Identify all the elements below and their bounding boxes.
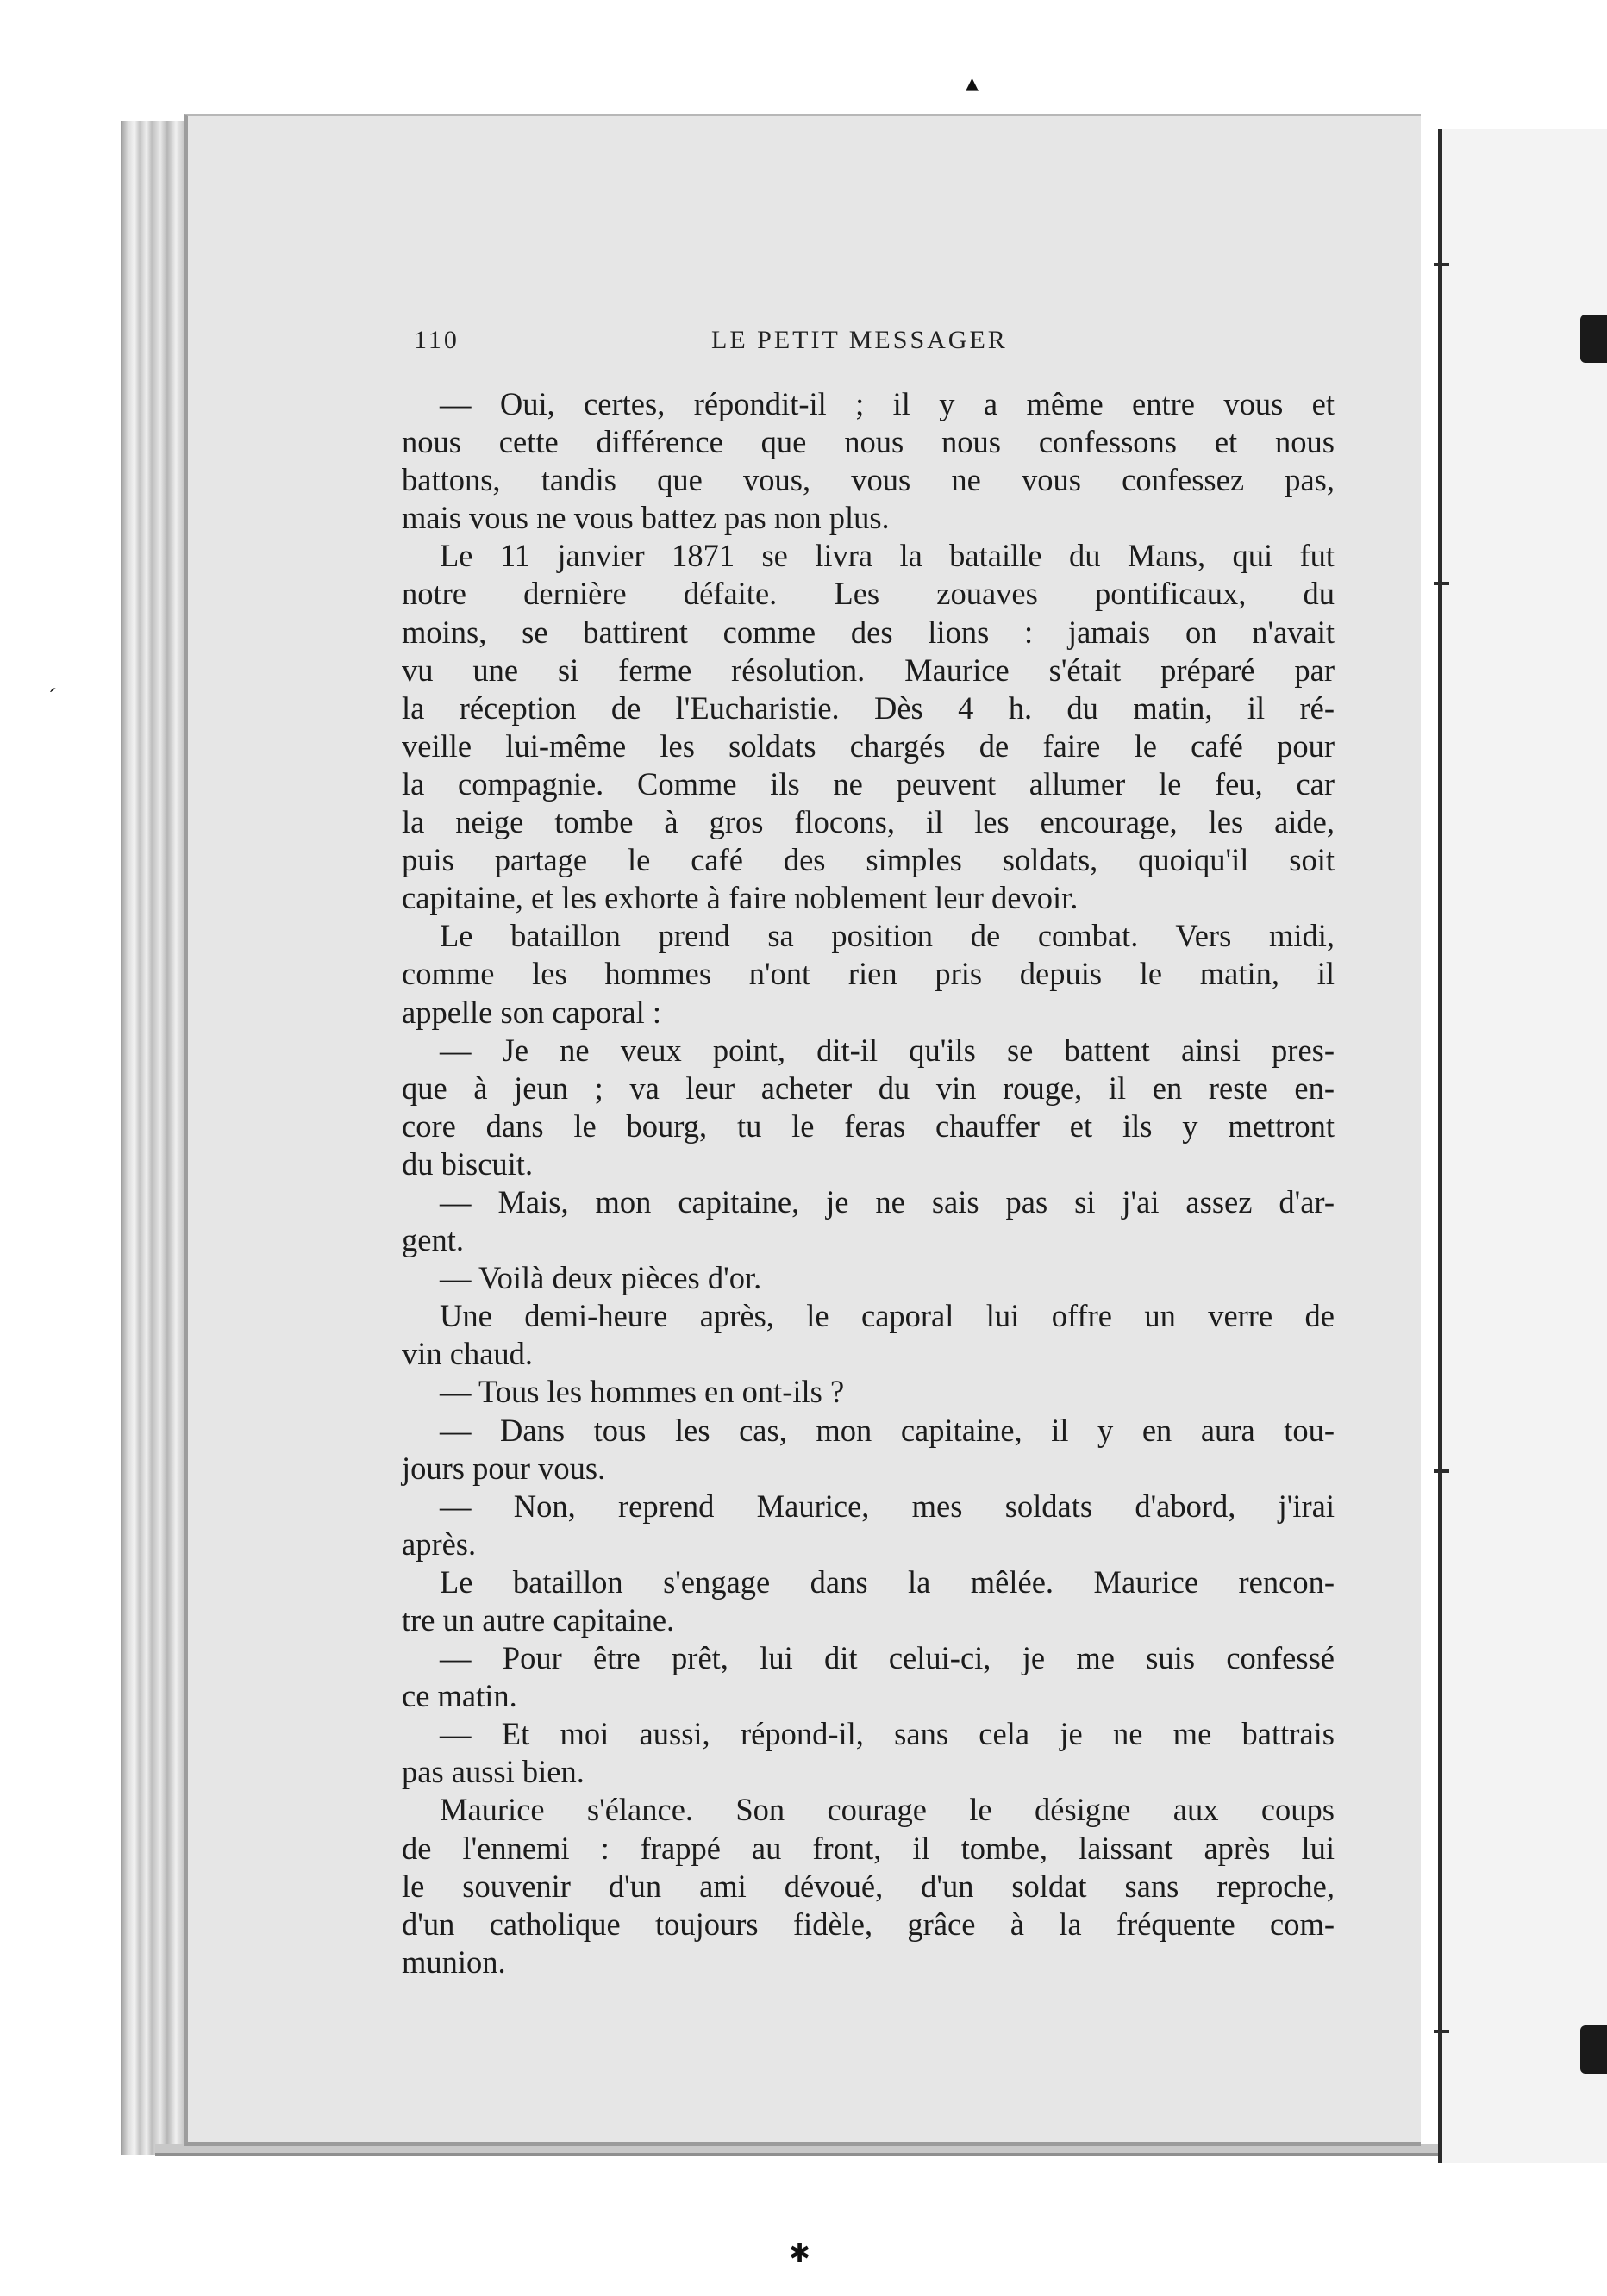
text-line: la compagnie. Comme ils ne peuvent allumer le feu, car: [402, 765, 1335, 802]
text-line: nous cette différence que nous nous confessons et nous: [402, 424, 1335, 460]
text-line: de l'ennemi : frappé au front, il tombe, laissant après lui: [402, 1830, 1335, 1866]
text-line: — Voilà deux pièces d'or.: [440, 1260, 762, 1296]
text-line: — Pour être prêt, lui dit celui-ci, je me suis confessé: [440, 1640, 1335, 1676]
page-edge-mark: [1434, 1469, 1449, 1473]
text-line: — Dans tous les cas, mon capitaine, il y en aura tou-: [440, 1412, 1335, 1448]
text-line: après.: [402, 1525, 477, 1562]
body-text: [402, 385, 1335, 1981]
text-line: mais vous ne vous battez pas non plus.: [402, 500, 890, 536]
text-line: capitaine, et les exhorte à faire noblement leur devoir.: [402, 880, 1079, 916]
text-line: tre un autre capitaine.: [402, 1602, 675, 1638]
text-line: d'un catholique toujours fidèle, grâce à la fréquente com-: [402, 1906, 1335, 1942]
page-number: 110: [414, 326, 460, 354]
text-line: vu une si ferme résolution. Maurice s'était préparé par: [402, 652, 1335, 688]
page-edge-mark: [1434, 582, 1449, 585]
book-binding: [121, 121, 190, 2155]
text-line: — Je ne veux point, dit-il qu'ils se battent ainsi pres-: [440, 1032, 1335, 1068]
page-edge-mark: [1434, 2030, 1449, 2033]
text-line: battons, tandis que vous, vous ne vous confessez pas,: [402, 462, 1335, 498]
text-line: appelle son caporal :: [402, 994, 662, 1030]
dust-speck-icon: ▴: [966, 69, 979, 97]
running-title: LE PETIT MESSAGER: [711, 326, 1008, 354]
ornament-icon: [1580, 2025, 1607, 2074]
text-line: du biscuit.: [402, 1145, 534, 1182]
text-line: jours pour vous.: [402, 1450, 606, 1486]
text-line: — Mais, mon capitaine, je ne sais pas si j'ai assez d'ar-: [440, 1183, 1335, 1220]
text-line: ce matin.: [402, 1678, 517, 1714]
text-line: — Et moi aussi, répond-il, sans cela je ne me battrais: [440, 1716, 1335, 1752]
text-line: — Tous les hommes en ont-ils ?: [440, 1374, 845, 1410]
text-line: vin chaud.: [402, 1336, 534, 1372]
text-line: la neige tombe à gros flocons, il les encourage, les aide,: [402, 804, 1335, 840]
text-line: notre dernière défaite. Les zouaves pontificaux, du: [402, 576, 1335, 612]
text-line: pas aussi bien.: [402, 1754, 585, 1790]
dust-speck-icon: ✱: [789, 2239, 811, 2268]
text-line: Le 11 janvier 1871 se livra la bataille du Mans, qui fut: [440, 538, 1335, 574]
ornament-icon: [1580, 315, 1607, 363]
text-line: Une demi-heure après, le caporal lui offre un verre de: [440, 1298, 1335, 1334]
text-line: veille lui-même les soldats chargés de faire le café pour: [402, 727, 1335, 764]
text-line: gent.: [402, 1222, 464, 1258]
text-line: — Oui, certes, répondit-il ; il y a même entre vous et: [440, 386, 1335, 421]
text-line: munion.: [402, 1943, 506, 1980]
text-line: core dans le bourg, tu le feras chauffer et ils y mettront: [402, 1107, 1335, 1144]
text-line: le souvenir d'un ami dévoué, d'un soldat sans reproche,: [402, 1868, 1335, 1904]
text-line: Le bataillon prend sa position de combat. Vers midi,: [440, 918, 1335, 954]
text-line: moins, se battirent comme des lions : jamais on n'avait: [402, 614, 1335, 650]
text-line: — Non, reprend Maurice, mes soldats d'abord, j'irai: [440, 1488, 1335, 1524]
dust-speck-icon: ˊ: [48, 683, 57, 712]
text-line: la réception de l'Eucharistie. Dès 4 h. du matin, il ré-: [402, 689, 1335, 726]
text-line: Maurice s'élance. Son courage le désigne aux coups: [440, 1792, 1335, 1828]
text-line: que à jeun ; va leur acheter du vin rouge, il en reste en-: [402, 1070, 1335, 1106]
text-line: comme les hommes n'ont rien pris depuis le matin, il: [402, 956, 1335, 992]
adjacent-page-edge: [1438, 129, 1607, 2163]
text-line: puis partage le café des simples soldats, quoiqu'il soit: [402, 842, 1335, 878]
text-line: Le bataillon s'engage dans la mêlée. Maurice rencon-: [440, 1563, 1335, 1600]
page-header: [405, 326, 1345, 369]
page-edge-mark: [1434, 263, 1449, 266]
